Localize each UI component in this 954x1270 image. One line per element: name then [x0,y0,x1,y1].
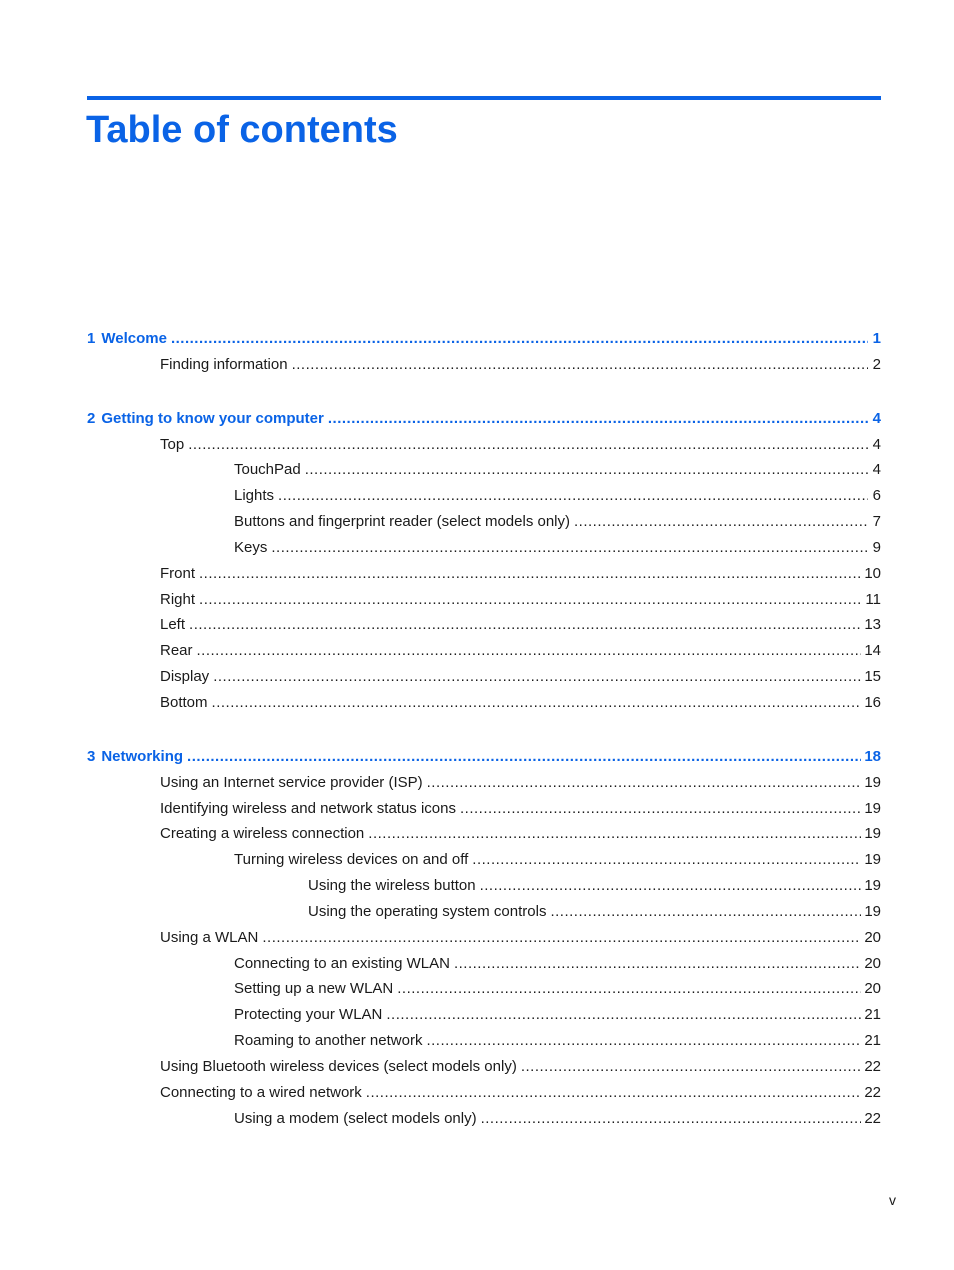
title-rule [87,96,881,100]
entry-title: Bottom [160,693,208,711]
entry-title: Connecting to an existing WLAN [234,954,450,972]
entry-page-number: 19 [864,799,881,817]
chapter-title: Getting to know your computer [101,409,324,427]
toc-entry[interactable] [87,1080,881,1106]
dot-leader [189,612,861,638]
toc-chapter-3[interactable] [87,744,881,770]
entry-title: Keys [234,538,268,556]
toc-entry[interactable] [87,432,881,458]
entry-page-number: 2 [872,355,881,373]
dot-leader [426,1028,861,1054]
chapter-number: 1 [87,330,96,347]
dot-leader [262,925,861,951]
toc-entry[interactable] [87,951,881,977]
chapter-number: 3 [87,747,96,765]
dot-leader [550,899,861,925]
toc-entry[interactable] [87,509,881,535]
dot-leader [366,1080,862,1106]
toc-entry[interactable] [87,1028,881,1054]
entry-page-number: 21 [864,1032,881,1050]
dot-leader [460,796,861,822]
entry-page-number: 4 [872,461,881,479]
chapter-title: Networking [101,747,184,765]
dot-leader [472,847,861,873]
entry-title: Roaming to another network [234,1032,423,1050]
entry-page-number: 22 [864,1057,881,1075]
dot-leader [199,561,861,587]
toc-entry[interactable] [87,664,881,690]
toc-entry[interactable] [87,612,881,638]
chapter-page-number: 4 [872,409,881,427]
toc-entry[interactable] [87,690,881,716]
entry-page-number: 20 [864,954,881,972]
entry-title: Right [160,590,196,608]
entry-title: Left [160,616,186,634]
toc-entry[interactable] [87,925,881,951]
dot-leader [278,483,868,509]
toc-entry[interactable] [87,976,881,1002]
entry-title: Protecting your WLAN [234,1006,383,1024]
dot-leader [188,432,868,458]
toc-entry[interactable] [87,587,881,613]
entry-title: Top [160,435,185,453]
chapter-number: 2 [87,409,96,427]
dot-leader [212,690,862,716]
entry-title: Display [160,668,210,686]
dot-leader [187,744,861,770]
page-title: Table of contents [86,109,398,151]
dot-leader [199,587,862,613]
toc-entry[interactable] [87,352,881,378]
entry-title: Turning wireless devices on and off [234,851,469,869]
entry-page-number: 19 [864,877,881,895]
dot-leader [397,976,861,1002]
entry-title: Finding information [160,355,288,373]
entry-page-number: 11 [865,590,881,608]
entry-title: Connecting to a wired network [160,1083,362,1101]
dot-leader [454,951,861,977]
toc-entry[interactable] [87,770,881,796]
entry-page-number: 20 [864,980,881,998]
entry-title: Front [160,564,196,582]
toc-entry[interactable] [87,847,881,873]
entry-page-number: 15 [864,668,881,686]
dot-leader [197,638,862,664]
table-of-contents [87,326,881,1131]
dot-leader [368,821,861,847]
chapter-title: Welcome [101,330,167,347]
dot-leader [305,457,868,483]
dot-leader [328,406,868,432]
entry-page-number: 22 [864,1109,881,1127]
chapter-page-number: 1 [872,330,881,347]
toc-entry[interactable] [87,1054,881,1080]
dot-leader [481,1106,862,1132]
entry-page-number: 16 [864,693,881,711]
entry-title: Setting up a new WLAN [234,980,394,998]
toc-entry[interactable] [87,457,881,483]
entry-page-number: 10 [864,564,881,582]
entry-page-number: 20 [864,928,881,946]
toc-entry[interactable] [87,1106,881,1132]
toc-entry[interactable] [87,873,881,899]
entry-title: Using Bluetooth wireless devices (select models only) [160,1057,517,1075]
toc-entry[interactable] [87,638,881,664]
dot-leader [386,1002,861,1028]
entry-page-number: 9 [872,538,881,556]
toc-chapter-2[interactable] [87,406,881,432]
entry-title: Buttons and fingerprint reader (select models only) [234,513,571,531]
entry-page-number: 13 [864,616,881,634]
toc-entry[interactable] [87,561,881,587]
entry-title: Using a modem (select models only) [234,1109,477,1127]
entry-page-number: 19 [864,825,881,843]
toc-entry[interactable] [87,796,881,822]
entry-page-number: 14 [864,642,881,660]
page-number: v [889,1192,896,1208]
dot-leader [427,770,862,796]
toc-entry[interactable] [87,899,881,925]
toc-entry[interactable] [87,535,881,561]
entry-page-number: 19 [864,851,881,869]
entry-page-number: 19 [864,902,881,920]
dot-leader [480,873,862,899]
entry-title: Identifying wireless and network status icons [160,799,456,817]
dot-leader [292,352,868,378]
dot-leader [271,535,868,561]
chapter-page-number: 18 [864,747,881,765]
toc-entry[interactable] [87,821,881,847]
dot-leader [521,1054,861,1080]
entry-title: Rear [160,642,193,660]
entry-title: Using the wireless button [308,877,476,895]
entry-title: Using an Internet service provider (ISP) [160,773,423,791]
dot-leader [213,664,861,690]
entry-title: Using the operating system controls [308,902,547,920]
entry-title: Using a WLAN [160,928,259,946]
dot-leader [171,326,868,352]
toc-chapter-1[interactable] [87,326,881,352]
entry-title: Lights [234,487,275,505]
entry-title: Creating a wireless connection [160,825,365,843]
entry-title: TouchPad [234,461,301,479]
entry-page-number: 21 [864,1006,881,1024]
toc-entry[interactable] [87,483,881,509]
entry-page-number: 6 [872,487,881,505]
entry-page-number: 19 [864,773,881,791]
entry-page-number: 4 [872,435,881,453]
toc-entry[interactable] [87,1002,881,1028]
entry-page-number: 7 [872,513,881,531]
dot-leader [574,509,868,535]
entry-page-number: 22 [864,1083,881,1101]
